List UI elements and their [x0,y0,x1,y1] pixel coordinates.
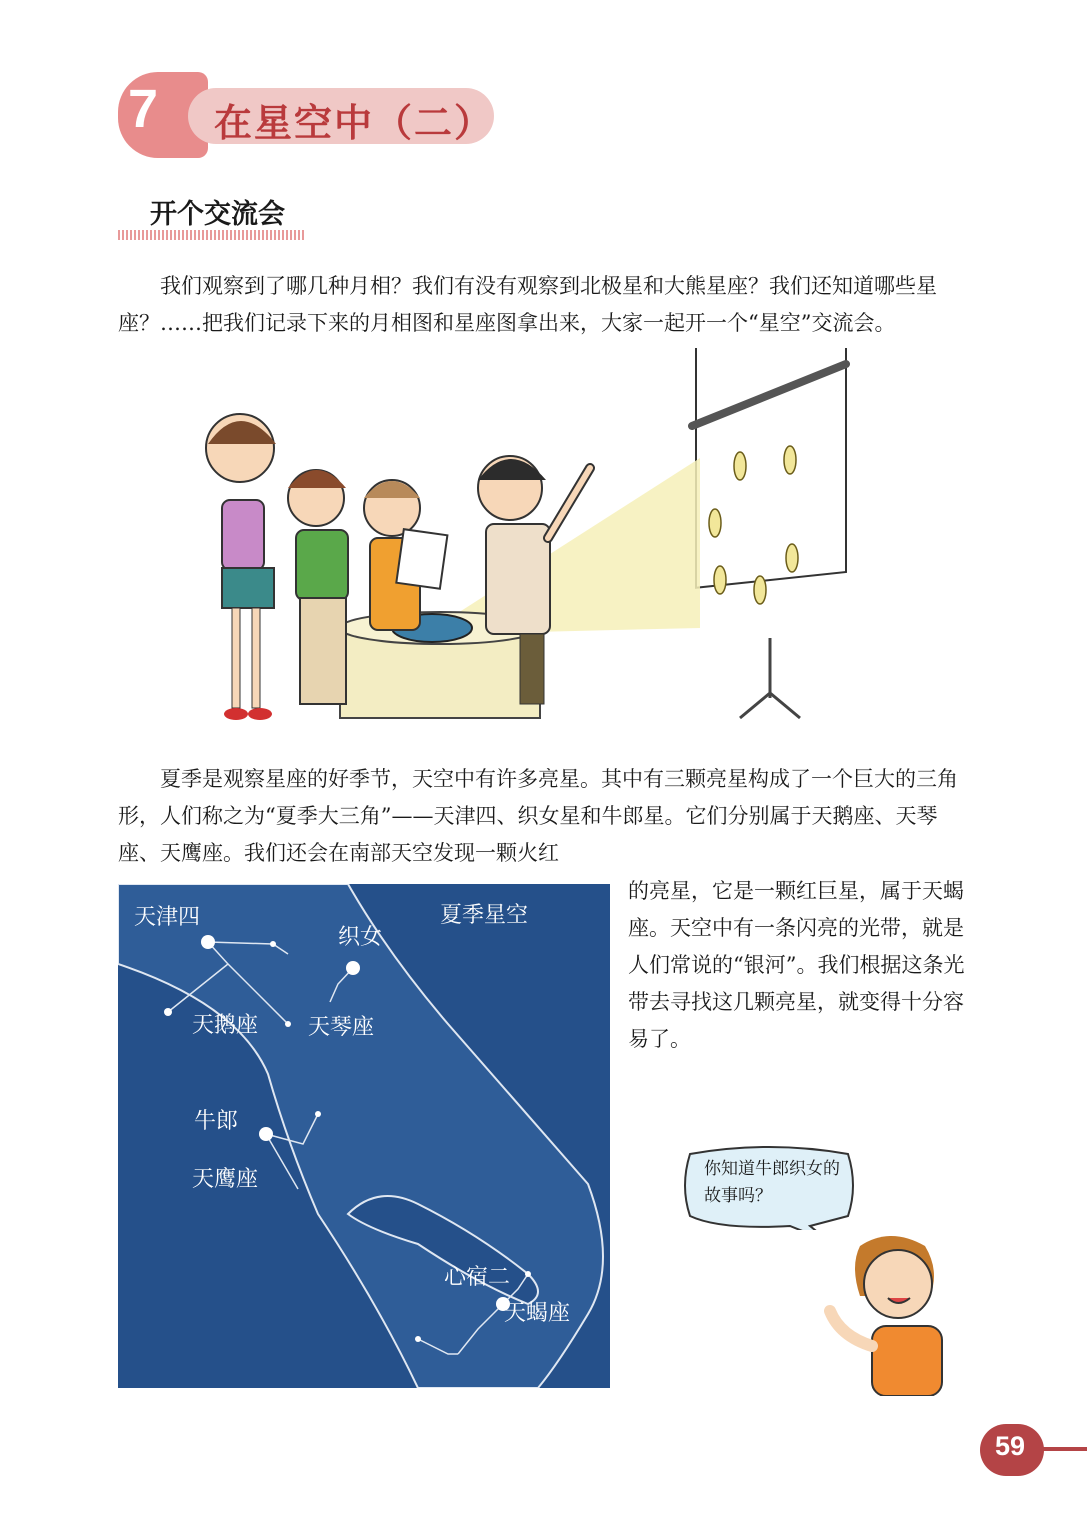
boy-illustration [790,1226,960,1396]
section-heading: 开个交流会 [150,199,285,230]
label-cygnus: 天鹅座 [192,1013,259,1038]
boy-green-shirt [288,470,348,704]
label-lyra: 天琴座 [308,1015,375,1040]
summer-sky-map [118,884,610,1388]
page-number-rule [1040,1447,1087,1451]
paragraph-intro: 我们观察到了哪几种月相？我们有没有观察到北极星和大熊星座？我们还知道哪些星座？……把我们记录下来的月相图和星座图拿出来，大家一起开一个“星空”交流会。 [118,274,937,335]
projector-screen [692,348,846,718]
boy-orange-shirt [364,480,447,630]
sky-map-title: 夏季星空 [440,903,529,928]
classroom-illustration [180,348,870,744]
label-deneb: 天津四 [134,905,201,930]
star-vega [346,961,360,975]
label-altair: 牛郎 [194,1109,239,1134]
label-aquila: 天鹰座 [192,1167,259,1192]
lesson-title: 在星空中（二） [214,101,495,145]
page-number: 59 [995,1431,1026,1461]
label-vega: 织女 [338,925,383,950]
speech-bubble-text: 你知道牛郎织女的故事吗？ [704,1159,840,1206]
star-altair [259,1127,273,1141]
paragraph-milky-way: 的亮星，它是一颗红巨星，属于天蝎座。天空中有一条闪亮的光带，就是人们常说的“银河”。我们根据这条光带去寻找这几颗亮星，就变得十分容易了。 [628,879,965,1051]
section-underline [118,230,306,240]
star-deneb [201,935,215,949]
label-antares: 心宿二 [444,1265,511,1290]
label-scorpius: 天蝎座 [504,1301,571,1326]
lesson-number: 7 [128,79,159,139]
paragraph-summer-triangle: 夏季是观察星座的好季节，天空中有许多亮星。其中有三颗亮星构成了一个巨大的三角形，人们称之为“夏季大三角”——天津四、织女星和牛郎星。它们分别属于天鹅座、天琴座、天鹰座。我们还会在南部天空发现一颗火红 [118,767,958,865]
girl-pink-shirt [206,414,276,720]
